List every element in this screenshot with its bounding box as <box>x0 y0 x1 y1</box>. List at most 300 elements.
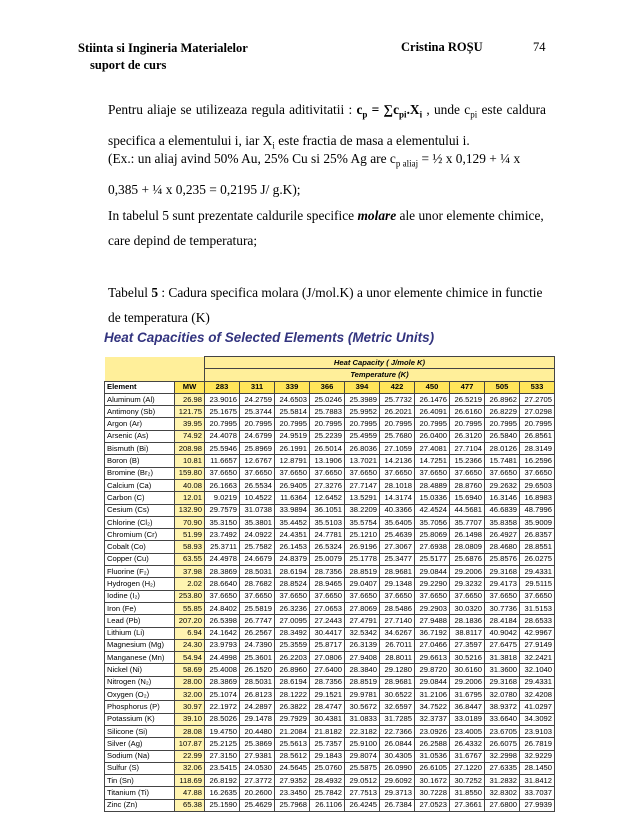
heat-capacity-cell: 23.5415 <box>205 762 240 774</box>
table-row <box>105 418 555 430</box>
table-row <box>105 553 555 565</box>
heat-capacity-cell: 26.1498 <box>450 529 485 541</box>
heat-capacity-cell: 27.0466 <box>415 639 450 651</box>
heat-capacity-cell: 24.0922 <box>240 529 275 541</box>
molecular-weight-cell: 70.90 <box>175 516 205 528</box>
heat-capacity-cell: 33.7037 <box>520 787 555 799</box>
heat-capacity-cell: 24.9519 <box>275 430 310 442</box>
heat-capacity-cell: 13.5291 <box>345 492 380 504</box>
table-row <box>105 467 555 479</box>
heat-capacity-cell: 27.6475 <box>485 639 520 651</box>
heat-capacity-cell: 27.7140 <box>380 615 415 627</box>
element-name-cell: Titanium (Ti) <box>105 787 175 799</box>
heat-capacity-cell: 32.3737 <box>415 713 450 725</box>
heat-capacity-cell: 25.3477 <box>380 553 415 565</box>
heat-capacity-cell: 24.4351 <box>275 529 310 541</box>
heat-capacity-cell: 28.3492 <box>275 627 310 639</box>
heat-capacity-cell: 30.5672 <box>345 701 380 713</box>
heat-capacity-cell: 26.1106 <box>310 799 345 811</box>
heat-capacity-cell: 27.3067 <box>380 541 415 553</box>
table-row <box>105 578 555 590</box>
heat-capacity-cell: 32.0780 <box>485 689 520 701</box>
column-header-temperature: 533 <box>520 381 555 393</box>
heat-capacity-cell: 30.4417 <box>310 627 345 639</box>
heat-capacity-cell: 31.2106 <box>415 689 450 701</box>
molecular-weight-cell: 6.94 <box>175 627 205 639</box>
paragraph-example: (Ex.: un aliaj avind 50% Au, 25% Cu si 25% Ag are $c_{p aliaj}$ = ½ x 0,129 + ¼ x 0,385 + ¼ x 0,235 = 0,2195 J/ g.K); <box>108 151 521 197</box>
element-name-cell: Manganese (Mn) <box>105 652 175 664</box>
heat-capacity-cell: 25.5814 <box>275 406 310 418</box>
heat-capacity-cell: 28.0809 <box>450 541 485 553</box>
heat-capacity-cell: 31.8550 <box>450 787 485 799</box>
heat-capacity-cell: 25.3744 <box>240 406 275 418</box>
element-name-cell: Antimony (Sb) <box>105 406 175 418</box>
heat-capacity-cell: 35.4452 <box>275 516 310 528</box>
heat-capacity-cell: 20.7995 <box>485 418 520 430</box>
heat-capacity-cell: 28.8519 <box>345 676 380 688</box>
element-name-cell: Chlorine (Cl₂) <box>105 516 175 528</box>
element-name-cell: Cesium (Cs) <box>105 504 175 516</box>
heat-capacity-cell: 42.9967 <box>520 627 555 639</box>
heat-capacity-cell: 29.8720 <box>415 664 450 676</box>
heat-capacity-cell: 35.5103 <box>310 516 345 528</box>
heat-capacity-cell: 26.3236 <box>275 602 310 614</box>
column-header-temperature: 505 <box>485 381 520 393</box>
heat-capacity-cell: 28.1018 <box>380 479 415 491</box>
heat-capacity-cell: 12.8791 <box>275 455 310 467</box>
heat-capacity-cell: 30.7736 <box>485 602 520 614</box>
heat-capacity-cell: 25.5613 <box>275 738 310 750</box>
heat-capacity-cell: 26.0400 <box>415 430 450 442</box>
heat-capacity-cell: 13.7021 <box>345 455 380 467</box>
heat-capacity-cell: 29.1843 <box>310 750 345 762</box>
heat-capacity-cell: 27.3661 <box>450 799 485 811</box>
heat-capacity-cell: 26.5840 <box>485 430 520 442</box>
heat-capacity-cell: 20.7995 <box>240 418 275 430</box>
molecular-weight-cell: 24.30 <box>175 639 205 651</box>
heat-capacity-cell: 25.0760 <box>310 762 345 774</box>
heat-capacity-cell: 32.5342 <box>345 627 380 639</box>
heat-capacity-cell: 26.5398 <box>205 615 240 627</box>
heat-capacity-cell: 23.0926 <box>415 725 450 737</box>
heat-capacity-cell: 25.3601 <box>240 652 275 664</box>
heat-capacity-cell: 37.6650 <box>275 590 310 602</box>
header-course-title <box>78 40 248 74</box>
heat-capacity-cell: 26.2588 <box>415 738 450 750</box>
header-author: Cristina ROȘU <box>401 40 483 54</box>
heat-capacity-cell: 29.1521 <box>310 689 345 701</box>
heat-capacity-cell: 10.4522 <box>240 492 275 504</box>
heat-capacity-cell: 29.0844 <box>415 566 450 578</box>
heat-capacity-cell: 27.3772 <box>240 775 275 787</box>
element-name-cell: Zinc (Zn) <box>105 799 175 811</box>
heat-capacity-cell: 25.6876 <box>450 553 485 565</box>
heat-capacity-cell: 25.1210 <box>345 529 380 541</box>
heat-capacity-cell: 31.7285 <box>380 713 415 725</box>
heat-capacity-cell: 28.1836 <box>450 615 485 627</box>
column-header-element: Element <box>105 381 175 393</box>
element-name-cell: Chromium (Cr) <box>105 529 175 541</box>
heat-capacity-cell: 27.7513 <box>345 787 380 799</box>
element-name-cell: Phosphorus (P) <box>105 701 175 713</box>
heat-capacity-cell: 29.7929 <box>275 713 310 725</box>
heat-capacity-cell: 25.7883 <box>310 406 345 418</box>
heat-capacity-cell: 29.1478 <box>240 713 275 725</box>
heat-capacity-cell: 48.7996 <box>520 504 555 516</box>
element-name-cell: Nitrogen (N₂) <box>105 676 175 688</box>
heat-capacity-cell: 15.7481 <box>485 455 520 467</box>
element-name-cell: Copper (Cu) <box>105 553 175 565</box>
heat-capacity-cell: 27.0095 <box>275 615 310 627</box>
element-name-cell: Silicone (Si) <box>105 725 175 737</box>
heat-capacity-cell: 37.6650 <box>415 467 450 479</box>
heat-capacity-cell: 26.7384 <box>380 799 415 811</box>
heat-capacity-cell: 27.0523 <box>415 799 450 811</box>
molecular-weight-cell: 32.00 <box>175 689 205 701</box>
molecular-weight-cell: 121.75 <box>175 406 205 418</box>
table-row <box>105 455 555 467</box>
heat-capacity-cell: 24.7781 <box>310 529 345 541</box>
heat-capacity-cell: 25.9952 <box>345 406 380 418</box>
heat-capacity-cell: 40.9042 <box>485 627 520 639</box>
molecular-weight-cell: 253.80 <box>175 590 205 602</box>
heat-capacity-cell: 34.3092 <box>520 713 555 725</box>
heat-capacity-cell: 23.9793 <box>205 639 240 651</box>
element-name-cell: Magnesium (Mg) <box>105 639 175 651</box>
molecular-weight-cell: 55.85 <box>175 602 205 614</box>
heat-capacity-cell: 29.5115 <box>520 578 555 590</box>
heat-capacity-cell: 28.1450 <box>520 762 555 774</box>
table-row <box>105 504 555 516</box>
heat-capacity-cell: 25.1778 <box>345 553 380 565</box>
heat-capacity-cell: 23.9103 <box>520 725 555 737</box>
heat-capacity-cell: 29.1348 <box>380 578 415 590</box>
heat-capacity-cell: 32.2421 <box>520 652 555 664</box>
heat-capacity-cell: 30.4305 <box>380 750 415 762</box>
element-name-cell: Lithium (Li) <box>105 627 175 639</box>
heat-capacity-cell: 26.4332 <box>450 738 485 750</box>
heat-capacity-cell: 37.6650 <box>205 590 240 602</box>
heat-capacity-cell: 26.4091 <box>415 406 450 418</box>
heat-capacity-cell: 14.3174 <box>380 492 415 504</box>
heat-capacity-cell: 29.6503 <box>520 479 555 491</box>
header-line-1: Stiinta si Ingineria Materialelor <box>78 41 248 55</box>
heat-capacity-cell: 23.3450 <box>275 787 310 799</box>
heat-capacity-cell: 29.6613 <box>415 652 450 664</box>
heat-capacity-cell: 24.4998 <box>205 652 240 664</box>
heat-capacity-cell: 37.6650 <box>310 467 345 479</box>
element-name-cell: Potassium (K) <box>105 713 175 725</box>
table-row <box>105 479 555 491</box>
heat-capacity-cell: 28.3149 <box>520 443 555 455</box>
heat-capacity-cell: 29.3713 <box>380 787 415 799</box>
heat-capacity-cell: 28.1222 <box>275 689 310 701</box>
element-name-cell: Sodium (Na) <box>105 750 175 762</box>
table-title: Heat Capacities of Selected Elements (Metric Units) <box>104 330 435 345</box>
temperature-label: Temperature (K) <box>205 369 555 381</box>
molecular-weight-cell: 58.69 <box>175 664 205 676</box>
heat-capacity-cell: 28.6640 <box>205 578 240 590</box>
heat-capacity-cell: 28.6194 <box>275 676 310 688</box>
table-row <box>105 738 555 750</box>
heat-capacity-cell: 27.9408 <box>345 652 380 664</box>
column-header-temperature: 422 <box>380 381 415 393</box>
heat-capacity-table <box>104 356 555 812</box>
table-row <box>105 406 555 418</box>
heat-capacity-cell: 28.9681 <box>380 676 415 688</box>
heat-capacity-cell: 26.5219 <box>450 393 485 405</box>
heat-capacity-cell: 29.0844 <box>415 676 450 688</box>
heat-capacity-cell: 24.4078 <box>205 430 240 442</box>
heat-capacity-cell: 26.7819 <box>520 738 555 750</box>
heat-capacity-cell: 31.6795 <box>450 689 485 701</box>
heat-capacity-cell: 26.8192 <box>205 775 240 787</box>
heat-capacity-cell: 25.2125 <box>205 738 240 750</box>
table-header-row-3 <box>105 381 555 393</box>
heat-capacity-cell: 27.6400 <box>310 664 345 676</box>
heat-capacity-cell: 27.2705 <box>520 393 555 405</box>
table-row <box>105 799 555 811</box>
heat-capacity-cell: 25.5946 <box>205 443 240 455</box>
heat-capacity-cell: 28.3840 <box>345 664 380 676</box>
heat-capacity-cell: 26.1453 <box>275 541 310 553</box>
heat-capacity-cell: 15.2366 <box>450 455 485 467</box>
heat-capacity-cell: 34.6267 <box>380 627 415 639</box>
heat-capacity-cell: 33.0189 <box>450 713 485 725</box>
heat-capacity-cell: 20.4480 <box>240 725 275 737</box>
molecular-weight-cell: 207.20 <box>175 615 205 627</box>
heat-capacity-cell: 27.9149 <box>520 639 555 651</box>
heat-capacity-cell: 26.2021 <box>380 406 415 418</box>
heat-capacity-cell: 23.4005 <box>450 725 485 737</box>
heat-capacity-cell: 22.3182 <box>345 725 380 737</box>
molecular-weight-cell: 159.80 <box>175 467 205 479</box>
heat-capacity-cell: 29.4331 <box>520 676 555 688</box>
molecular-weight-cell: 2.02 <box>175 578 205 590</box>
heat-capacity-cell: 27.4081 <box>415 443 450 455</box>
table-row <box>105 689 555 701</box>
table-row <box>105 676 555 688</box>
table-row <box>105 541 555 553</box>
heat-capacity-cell: 25.0246 <box>310 393 345 405</box>
heat-capacity-cell: 35.7707 <box>450 516 485 528</box>
heat-capacity-cell: 28.4889 <box>415 479 450 491</box>
heat-capacity-cell: 22.7366 <box>380 725 415 737</box>
heat-capacity-cell: 28.3869 <box>205 566 240 578</box>
column-header-temperature: 394 <box>345 381 380 393</box>
heat-capacity-cell: 26.4245 <box>345 799 380 811</box>
heat-capacity-cell: 28.8011 <box>380 652 415 664</box>
heat-capacity-cell: 37.6650 <box>450 590 485 602</box>
heat-capacity-cell: 27.6938 <box>415 541 450 553</box>
table-row <box>105 627 555 639</box>
heat-capacity-cell: 24.0530 <box>240 762 275 774</box>
heat-capacity-cell: 28.8760 <box>450 479 485 491</box>
heat-capacity-cell: 34.7522 <box>415 701 450 713</box>
heat-capacity-cell: 36.1051 <box>310 504 345 516</box>
page-number: 74 <box>533 40 546 54</box>
heat-capacity-cell: 11.6364 <box>275 492 310 504</box>
heat-capacity-cell: 25.5819 <box>240 602 275 614</box>
table-row <box>105 492 555 504</box>
heat-capacity-cell: 42.4524 <box>415 504 450 516</box>
heat-capacity-cell: 28.5612 <box>275 750 310 762</box>
heat-capacity-cell: 30.5216 <box>450 652 485 664</box>
heat-capacity-cell: 25.8969 <box>240 443 275 455</box>
molecular-weight-cell: 47.88 <box>175 787 205 799</box>
heat-capacity-cell: 28.8524 <box>275 578 310 590</box>
heat-capacity-cell: 24.6503 <box>275 393 310 405</box>
heat-capacity-cell: 37.6650 <box>520 590 555 602</box>
heat-capacity-cell: 33.6640 <box>485 713 520 725</box>
heat-capacity-cell: 25.4959 <box>345 430 380 442</box>
heat-capacity-cell: 31.8412 <box>520 775 555 787</box>
table-row <box>105 725 555 737</box>
heat-capacity-cell: 26.8962 <box>485 393 520 405</box>
heat-capacity-cell: 35.3801 <box>240 516 275 528</box>
heat-capacity-cell: 28.4932 <box>310 775 345 787</box>
heat-capacity-cell: 35.9009 <box>520 516 555 528</box>
molecular-weight-cell: 30.97 <box>175 701 205 713</box>
element-name-cell: Arsenic (As) <box>105 430 175 442</box>
table-header-row-1 <box>105 357 555 369</box>
heat-capacity-cell: 29.8074 <box>345 750 380 762</box>
molecular-weight-cell: 54.94 <box>175 652 205 664</box>
heat-capacity-cell: 27.6335 <box>485 762 520 774</box>
heat-capacity-cell: 24.6799 <box>240 430 275 442</box>
heat-capacity-cell: 25.7357 <box>310 738 345 750</box>
heat-capacity-cell: 25.4008 <box>205 664 240 676</box>
heat-capacity-cell: 30.1672 <box>415 775 450 787</box>
heat-capacity-cell: 12.6767 <box>240 455 275 467</box>
heat-capacity-cell: 28.3869 <box>205 676 240 688</box>
heat-capacity-cell: 26.8960 <box>275 664 310 676</box>
heat-capacity-cell: 37.6650 <box>205 467 240 479</box>
heat-capacity-cell: 20.7995 <box>275 418 310 430</box>
molecular-weight-cell: 63.55 <box>175 553 205 565</box>
table-row <box>105 443 555 455</box>
paragraph-table-intro: In tabelul 5 sunt prezentate caldurile specifice molare ale unor elemente chimice, care depind de temperatura; <box>108 208 544 248</box>
heat-capacity-cell: 26.5324 <box>310 541 345 553</box>
heat-capacity-cell: 25.3869 <box>240 738 275 750</box>
heat-capacity-cell: 20.7995 <box>380 418 415 430</box>
heat-capacity-cell: 25.0079 <box>310 553 345 565</box>
molecular-weight-cell: 37.98 <box>175 566 205 578</box>
heat-capacity-cell: 24.2897 <box>240 701 275 713</box>
heat-capacity-cell: 11.6657 <box>205 455 240 467</box>
heat-capacity-cell: 28.7682 <box>240 578 275 590</box>
heat-capacity-cell: 27.9939 <box>520 799 555 811</box>
element-name-cell: Carbon (C) <box>105 492 175 504</box>
heat-capacity-cell: 46.6839 <box>485 504 520 516</box>
heat-capacity-cell: 20.7995 <box>415 418 450 430</box>
heat-capacity-cell: 31.3818 <box>485 652 520 664</box>
element-name-cell: Silver (Ag) <box>105 738 175 750</box>
heat-capacity-cell: 28.5026 <box>205 713 240 725</box>
element-name-cell: Iron (Fe) <box>105 602 175 614</box>
heat-capacity-cell: 37.6650 <box>485 467 520 479</box>
heat-capacity-cell: 30.6160 <box>450 664 485 676</box>
heat-capacity-cell: 24.7390 <box>240 639 275 651</box>
heat-capacity-cell: 27.8069 <box>345 602 380 614</box>
heat-capacity-cell: 15.0336 <box>415 492 450 504</box>
heat-capacity-cell: 27.1220 <box>450 762 485 774</box>
element-name-cell: Oxygen (O₂) <box>105 689 175 701</box>
heat-capacity-cell: 25.2239 <box>310 430 345 442</box>
column-header-temperature: 450 <box>415 381 450 393</box>
heat-capacity-cell: 26.5534 <box>240 479 275 491</box>
heat-capacity-cell: 26.6075 <box>485 738 520 750</box>
heat-capacity-cell: 29.2632 <box>485 479 520 491</box>
heat-capacity-cell: 25.8069 <box>415 529 450 541</box>
heat-capacity-cell: 28.5486 <box>380 602 415 614</box>
paragraph-additivity-rule: Pentru aliaje se utilizeaza regula aditivitatii : $c_p = \sum c_{pi}.X_i$ , unde $c_{pi}$ este caldura specifica a elementului i, iar $X_i$ este fractia de masa a elementului i. <box>108 102 546 151</box>
heat-capacity-cell: 35.7056 <box>415 516 450 528</box>
heat-capacity-cell: 29.0512 <box>345 775 380 787</box>
heat-capacity-cell: 29.4173 <box>485 578 520 590</box>
column-header-mw: MW <box>175 381 205 393</box>
heat-capacity-cell: 40.3366 <box>380 504 415 516</box>
table-header-row-2 <box>105 369 555 381</box>
heat-capacity-cell: 14.7251 <box>415 455 450 467</box>
heat-capacity-cell: 22.1972 <box>205 701 240 713</box>
heat-capacity-cell: 35.6405 <box>380 516 415 528</box>
heat-capacity-cell: 26.9405 <box>275 479 310 491</box>
heat-capacity-cell: 26.7011 <box>380 639 415 651</box>
heat-capacity-cell: 28.7356 <box>310 676 345 688</box>
heat-capacity-cell: 16.8983 <box>520 492 555 504</box>
element-name-cell: Boron (B) <box>105 455 175 467</box>
heat-capacity-cell: 23.9016 <box>205 393 240 405</box>
table-row <box>105 566 555 578</box>
heat-capacity-cell: 35.3150 <box>205 516 240 528</box>
column-header-temperature: 477 <box>450 381 485 393</box>
heat-capacity-cell: 20.2600 <box>240 787 275 799</box>
heat-capacity-cell: 20.7995 <box>310 418 345 430</box>
heat-capacity-cell: 29.1280 <box>380 664 415 676</box>
heat-capacity-cell: 26.3139 <box>345 639 380 651</box>
element-name-cell: Bromine (Br₂) <box>105 467 175 479</box>
heat-capacity-cell: 25.5875 <box>345 762 380 774</box>
table-row <box>105 713 555 725</box>
heat-capacity-cell: 29.2903 <box>415 602 450 614</box>
heat-capacity-cell: 25.3559 <box>275 639 310 651</box>
table-row <box>105 639 555 651</box>
heat-capacity-cell: 27.3150 <box>205 750 240 762</box>
heat-capacity-cell: 29.3232 <box>450 578 485 590</box>
column-header-temperature: 283 <box>205 381 240 393</box>
element-name-cell: Argon (Ar) <box>105 418 175 430</box>
heat-capacity-cell: 35.8358 <box>485 516 520 528</box>
heat-capacity-cell: 32.4208 <box>520 689 555 701</box>
heat-capacity-cell: 27.2443 <box>310 615 345 627</box>
heat-capacity-cell: 23.6705 <box>485 725 520 737</box>
heat-capacity-cell: 32.6597 <box>380 701 415 713</box>
heat-capacity-cell: 29.2006 <box>450 676 485 688</box>
element-name-cell: Fluorine (F₂) <box>105 566 175 578</box>
header-line-2: suport de curs <box>90 58 167 72</box>
element-name-cell: Bismuth (Bi) <box>105 443 175 455</box>
heat-capacity-cell: 26.0844 <box>380 738 415 750</box>
heat-capacity-cell: 38.9372 <box>485 701 520 713</box>
heat-capacity-cell: 26.1520 <box>240 664 275 676</box>
molecular-weight-cell: 12.01 <box>175 492 205 504</box>
heat-capacity-cell: 28.5031 <box>240 676 275 688</box>
molecular-weight-cell: 65.38 <box>175 799 205 811</box>
heat-capacity-cell: 29.4331 <box>520 566 555 578</box>
heat-capacity-cell: 28.9465 <box>310 578 345 590</box>
heat-capacity-cell: 37.6650 <box>450 467 485 479</box>
